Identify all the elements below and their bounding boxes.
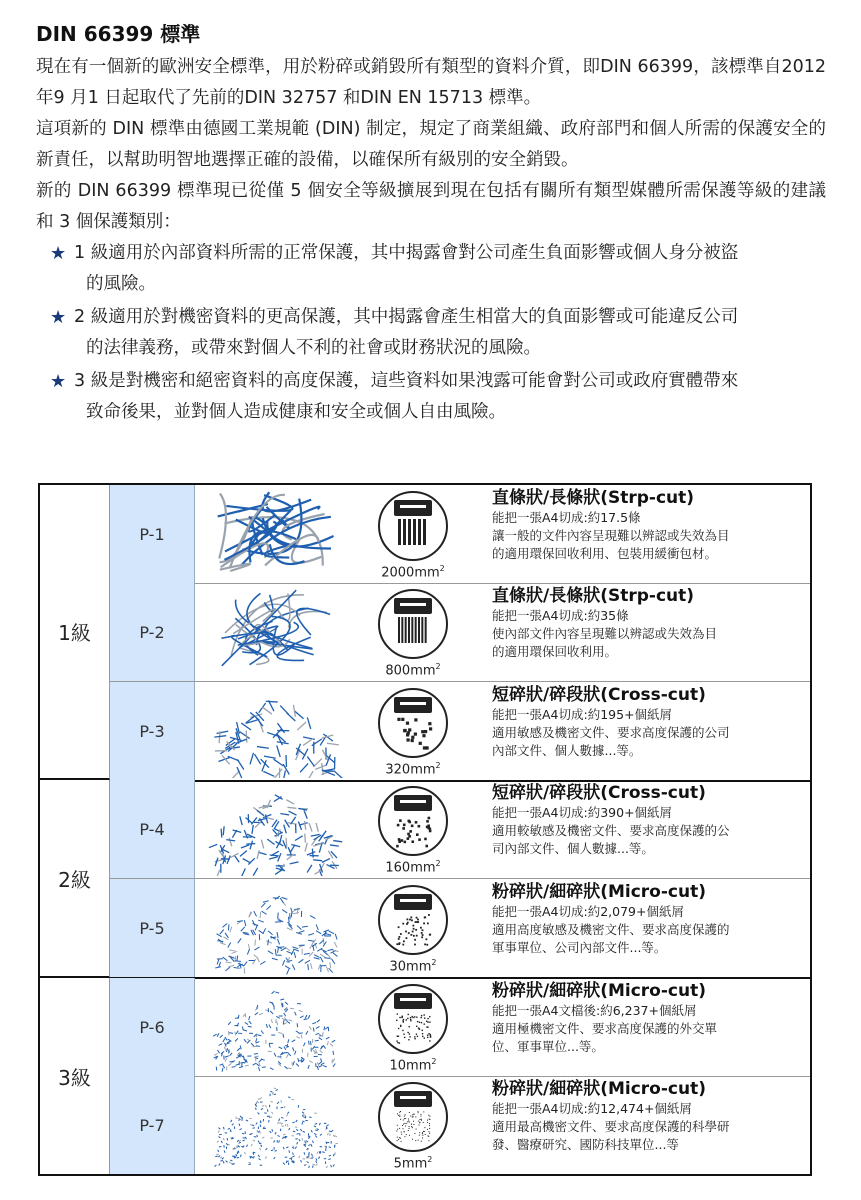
- description-line: 適用高度敏感及機密文件、要求高度保護的: [492, 922, 730, 937]
- description-line: 使內部文件內容呈現難以辨認或失效為目: [492, 626, 718, 641]
- cut-description: [492, 684, 812, 760]
- group-level-1: 1級: [40, 485, 110, 780]
- shredder-icon-graphic: [358, 685, 468, 761]
- shredder-icon: [358, 488, 468, 580]
- intro-paragraph: 新的 DIN 66399 標準現已從僅 5 個安全等級擴展到現在包括有關所有類型媒體所需保護等級的建議和 3 個保護類別：: [36, 181, 826, 232]
- description-line: 能把一張A4文檔後:約6,237+個紙屑: [492, 1003, 697, 1018]
- protection-class: P-2: [110, 583, 195, 681]
- intro-paragraph: 現在有一個新的歐洲安全標準，用於粉碎或銷毀所有類型的資料介質，即DIN 66399，該標準自2012 年9 月1 日起取代了先前的DIN 32757 和DIN EN 15713 標準。: [36, 57, 826, 108]
- description-line: 內部文件、個人數據...等。: [492, 743, 642, 758]
- protection-class: P-6: [110, 978, 195, 1076]
- description-line: 適用極機密文件、要求高度保護的外交單: [492, 1021, 718, 1036]
- shred-illustration: [206, 585, 346, 679]
- description-line: 能把一張A4切成:約2,079+個紙屑: [492, 904, 684, 919]
- protection-class: P-7: [110, 1076, 195, 1174]
- description-line: 讓一般的文件內容呈現難以辨認或失效為目: [492, 528, 730, 543]
- shredder-icon: [358, 685, 468, 777]
- cut-description: [492, 980, 812, 1056]
- intro-paragraph: 這項新的 DIN 標準由德國工業規範 (DIN) 制定，規定了商業組織、政府部門和個人所需的保護安全的新責任，以幫助明智地選擇正確的設備，以確保所有級別的安全銷毀。: [36, 119, 826, 170]
- description-line: 適用敏感及機密文件、要求高度保護的公司: [492, 725, 730, 740]
- description-line: 的適用環保回收利用、包裝用緩衝包材。: [492, 546, 718, 561]
- cut-description: [492, 585, 812, 661]
- particle-size: [358, 1057, 468, 1073]
- particle-size-value: 160mm: [385, 860, 436, 875]
- level-item: [50, 238, 826, 300]
- particle-size-unit: 2: [427, 1154, 433, 1164]
- level-text-line1: 3 級是對機密和絕密資料的高度保護，這些資料如果洩露可能會對公司或政府實體帶來: [74, 371, 739, 391]
- group-level-3: 3級: [40, 978, 110, 1174]
- shredder-icon-graphic: [358, 1079, 468, 1155]
- shredder-icon-graphic: [358, 882, 468, 958]
- cut-description: [492, 1078, 812, 1154]
- particle-size-value: 30mm: [389, 959, 432, 974]
- table-row: [110, 583, 810, 682]
- particle-size: [358, 564, 468, 580]
- description-line: 發、醫療研究、國防科技單位...等: [492, 1137, 679, 1152]
- intro-text: [36, 52, 826, 238]
- level-text-line1: 1 級適用於內部資料所需的正常保護，其中揭露會對公司產生負面影響或個人身分被盜: [74, 243, 739, 263]
- particle-size-unit: 2: [439, 563, 445, 573]
- protection-class: P-1: [110, 485, 195, 583]
- shredder-icon-graphic: [358, 783, 468, 859]
- cut-type-heading: 粉碎狀/細碎狀(Micro-cut): [492, 981, 706, 1001]
- description-line: 能把一張A4切成:約17.5條: [492, 510, 641, 525]
- shredder-icon: [358, 586, 468, 678]
- table-row: [110, 682, 810, 782]
- level-text-line2: 的風險。: [86, 274, 156, 294]
- protection-class: P-5: [110, 879, 195, 977]
- cut-type-heading: 粉碎狀/細碎狀(Micro-cut): [492, 1079, 706, 1099]
- description-line: 司內部文件、個人數據...等。: [492, 841, 654, 856]
- level-item: [50, 366, 826, 428]
- particle-size-value: 5mm: [393, 1156, 428, 1171]
- shred-illustration: [206, 782, 346, 876]
- particle-size-unit: 2: [435, 858, 441, 868]
- cut-description: [492, 487, 812, 563]
- shred-illustration: [206, 881, 346, 975]
- particle-size-value: 800mm: [385, 663, 436, 678]
- description-line: 能把一張A4切成:約195+個紙屑: [492, 707, 673, 722]
- shredder-icon: [358, 981, 468, 1073]
- particle-size: [358, 761, 468, 777]
- page-title: DIN 66399 標準: [36, 22, 201, 46]
- particle-size: [358, 662, 468, 678]
- level-text-line2: 的法律義務，或帶來對個人不利的社會或財務狀況的風險。: [86, 338, 541, 358]
- description-line: 位、軍事單位...等。: [492, 1039, 604, 1054]
- table-row: [110, 485, 810, 584]
- cut-type-heading: 直條狀/長條狀(Strp-cut): [492, 586, 695, 606]
- particle-size-unit: 2: [431, 957, 437, 967]
- shred-illustration: [206, 1078, 346, 1172]
- shredder-icon-graphic: [358, 981, 468, 1057]
- level-item: [50, 302, 826, 364]
- particle-size-value: 320mm: [385, 762, 436, 777]
- din-66399-table: [38, 483, 812, 1176]
- particle-size: [358, 1155, 468, 1171]
- shred-illustration: [206, 980, 346, 1074]
- particle-size-unit: 2: [431, 1056, 437, 1066]
- star-icon: ★: [50, 371, 67, 392]
- cut-description: [492, 782, 812, 858]
- table-row: [110, 780, 810, 879]
- group-level-2: 2級: [40, 780, 110, 978]
- star-icon: ★: [50, 243, 67, 264]
- shred-illustration: [206, 684, 346, 778]
- description-line: 能把一張A4切成:約12,474+個紙屑: [492, 1101, 692, 1116]
- description-line: 能把一張A4切成:約390+個紙屑: [492, 805, 673, 820]
- description-line: 能把一張A4切成:約35條: [492, 608, 629, 623]
- description-line: 的適用環保回收利用。: [492, 644, 618, 659]
- table-row: [110, 1076, 810, 1174]
- shredder-icon: [358, 783, 468, 875]
- protection-class: P-4: [110, 780, 195, 878]
- shredder-icon: [358, 882, 468, 974]
- shredder-icon: [358, 1079, 468, 1171]
- cut-type-heading: 直條狀/長條狀(Strp-cut): [492, 488, 695, 508]
- particle-size-unit: 2: [435, 760, 441, 770]
- protection-class: P-3: [110, 682, 195, 780]
- description-line: 軍事單位、公司內部文件...等。: [492, 940, 667, 955]
- particle-size: [358, 958, 468, 974]
- particle-size-unit: 2: [435, 661, 441, 671]
- cut-type-heading: 短碎狀/碎段狀(Cross-cut): [492, 783, 706, 803]
- shred-illustration: [206, 487, 346, 581]
- shredder-icon-graphic: [358, 488, 468, 564]
- table-row: [110, 879, 810, 979]
- description-line: 適用較敏感及機密文件、要求高度保護的公: [492, 823, 730, 838]
- table-row: [110, 978, 810, 1077]
- star-icon: ★: [50, 307, 67, 328]
- cut-type-heading: 粉碎狀/細碎狀(Micro-cut): [492, 882, 706, 902]
- level-text-line1: 2 級適用於對機密資料的更高保護，其中揭露會產生相當大的負面影響或可能違反公司: [74, 307, 739, 327]
- particle-size-value: 10mm: [389, 1058, 432, 1073]
- level-text-line2: 致命後果，並對個人造成健康和安全或個人自由風險。: [86, 402, 506, 422]
- particle-size: [358, 859, 468, 875]
- particle-size-value: 2000mm: [381, 565, 440, 580]
- shredder-icon-graphic: [358, 586, 468, 662]
- cut-description: [492, 881, 812, 957]
- description-line: 適用最高機密文件、要求高度保護的科學研: [492, 1119, 730, 1134]
- cut-type-heading: 短碎狀/碎段狀(Cross-cut): [492, 685, 706, 705]
